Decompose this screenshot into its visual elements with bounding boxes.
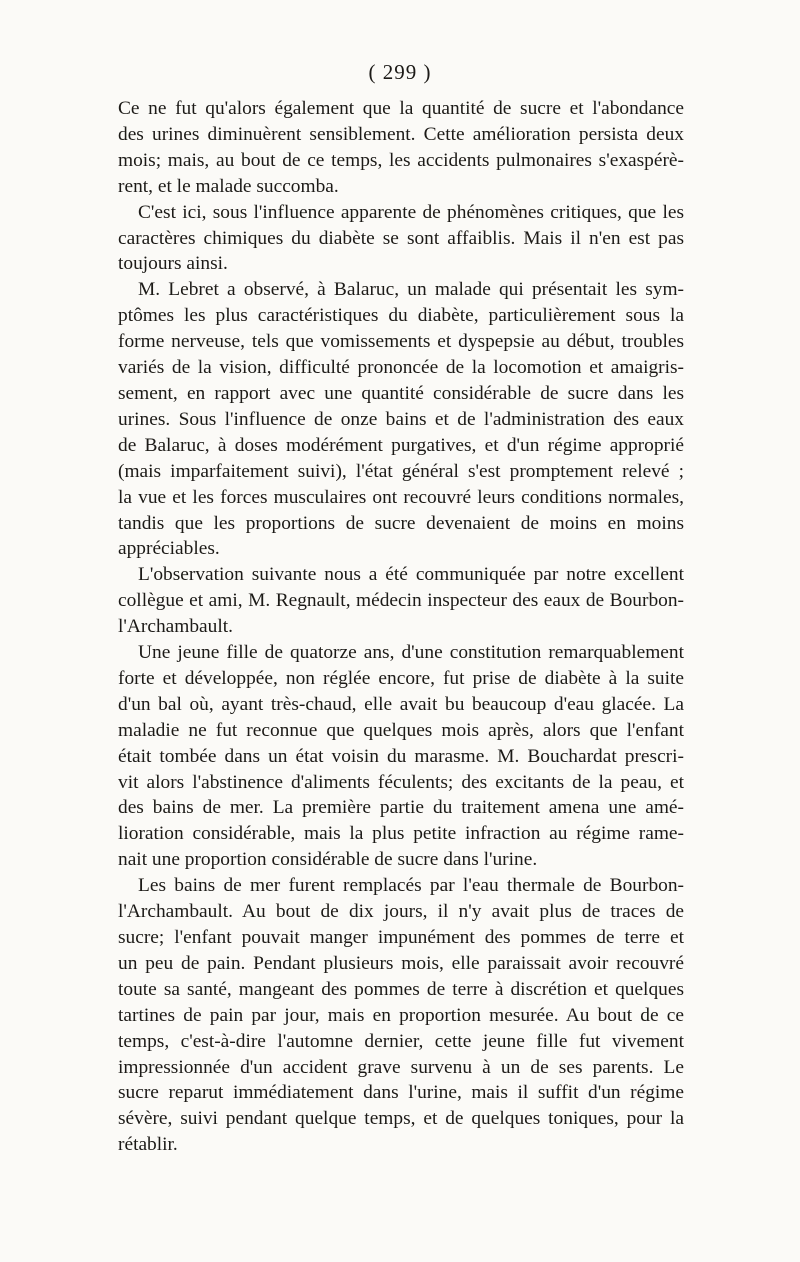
text-line: C'est ici, sous l'influence apparente de phénomènes critiques, que les	[138, 201, 684, 223]
paragraph-p6	[118, 873, 684, 1158]
text-line: toute sa santé, mangeant des pommes de terre à discrétion et quelques	[118, 978, 684, 1000]
text-line: ptômes les plus caractéristiques du diabète, particulièrement sous la	[118, 305, 684, 327]
text-line: M. Lebret a observé, à Balaruc, un malade qui présentait les sym-	[138, 279, 684, 301]
text-line: l'Archambault. Au bout de dix jours, il n'y avait plus de traces de	[118, 901, 684, 923]
paragraph-p1	[118, 96, 684, 200]
paragraph-p5	[118, 640, 684, 873]
text-line: L'observation suivante nous a été communiquée par notre excellent	[138, 564, 684, 586]
text-line: d'un bal où, ayant très-chaud, elle avait bu beaucoup d'eau glacée. La	[118, 693, 684, 715]
text-line: mois; mais, au bout de ce temps, les accidents pulmonaires s'exaspérè-	[118, 149, 684, 171]
text-line: rent, et le malade succomba.	[118, 175, 339, 197]
page-number: ( 299 )	[368, 60, 432, 84]
paragraph-p2	[118, 200, 684, 278]
text-line: vit alors l'abstinence d'aliments féculents; des excitants de la peau, et	[118, 771, 684, 793]
text-line: sévère, suivi pendant quelque temps, et de quelques toniques, pour la	[118, 1108, 684, 1130]
text-line: forte et développée, non réglée encore, fut prise de diabète à la suite	[118, 667, 684, 689]
text-line: temps, c'est-à-dire l'automne dernier, cette jeune fille fut vivement	[118, 1030, 684, 1052]
text-line: de Balaruc, à doses modérément purgatives, et d'un régime approprié	[118, 434, 684, 456]
text-line: nait une proportion considérable de sucre dans l'urine.	[118, 849, 538, 871]
text-line: (mais imparfaitement suivi), l'état général s'est promptement relevé ;	[118, 460, 684, 482]
text-line: toujours ainsi.	[118, 253, 228, 275]
text-line: sucre reparut immédiatement dans l'urine, mais il suffit d'un régime	[118, 1082, 684, 1104]
text-line: Une jeune fille de quatorze ans, d'une constitution remarquablement	[138, 642, 684, 664]
text-line: rétablir.	[118, 1134, 178, 1156]
paragraph-p4	[118, 562, 684, 640]
text-line: un peu de pain. Pendant plusieurs mois, elle paraissait avoir recouvré	[118, 952, 684, 974]
text-line: tartines de pain par jour, mais en proportion mesurée. Au bout de ce	[118, 1004, 684, 1026]
text-line: sucre; l'enfant pouvait manger impunément des pommes de terre et	[118, 927, 684, 948]
text-line: urines. Sous l'influence de onze bains et de l'administration des eaux	[118, 408, 684, 430]
text-line: sement, en rapport avec une quantité considérable de sucre dans les	[118, 382, 684, 404]
text-line: tandis que les proportions de sucre devenaient de moins en moins	[118, 512, 684, 534]
text-line: impressionnée d'un accident grave survenu à un de ses parents. Le	[118, 1056, 684, 1078]
text-line: variés de la vision, difficulté prononcée de la locomotion et amaigris-	[118, 357, 684, 379]
text-line: la vue et les forces musculaires ont recouvré leurs conditions normales,	[118, 486, 684, 508]
text-line: l'Archambault.	[118, 616, 233, 638]
text-line: collègue et ami, M. Regnault, médecin inspecteur des eaux de Bourbon-	[118, 590, 684, 612]
text-line: maladie ne fut reconnue que quelques mois après, alors que l'enfant	[118, 719, 684, 741]
text-line: appréciables.	[118, 538, 220, 560]
text-line: des bains de mer. La première partie du traitement amena une amé-	[118, 797, 684, 819]
paragraph-p3	[118, 277, 684, 562]
text-line: caractères chimiques du diabète se sont affaiblis. Mais il n'en est pas	[118, 227, 684, 249]
text-line: forme nerveuse, tels que vomissements et dyspepsie au début, troubles	[118, 331, 684, 353]
text-line: Les bains de mer furent remplacés par l'eau thermale de Bourbon-	[138, 875, 684, 897]
text-line: lioration considérable, mais la plus petite infraction au régime rame-	[118, 823, 684, 845]
body-text	[118, 96, 684, 1158]
text-line: était tombée dans un état voisin du marasme. M. Bouchardat prescri-	[118, 745, 684, 767]
text-line: des urines diminuèrent sensiblement. Cette amélioration persista deux	[118, 123, 684, 145]
text-line: Ce ne fut qu'alors également que la quantité de sucre et l'abondance	[118, 98, 684, 119]
